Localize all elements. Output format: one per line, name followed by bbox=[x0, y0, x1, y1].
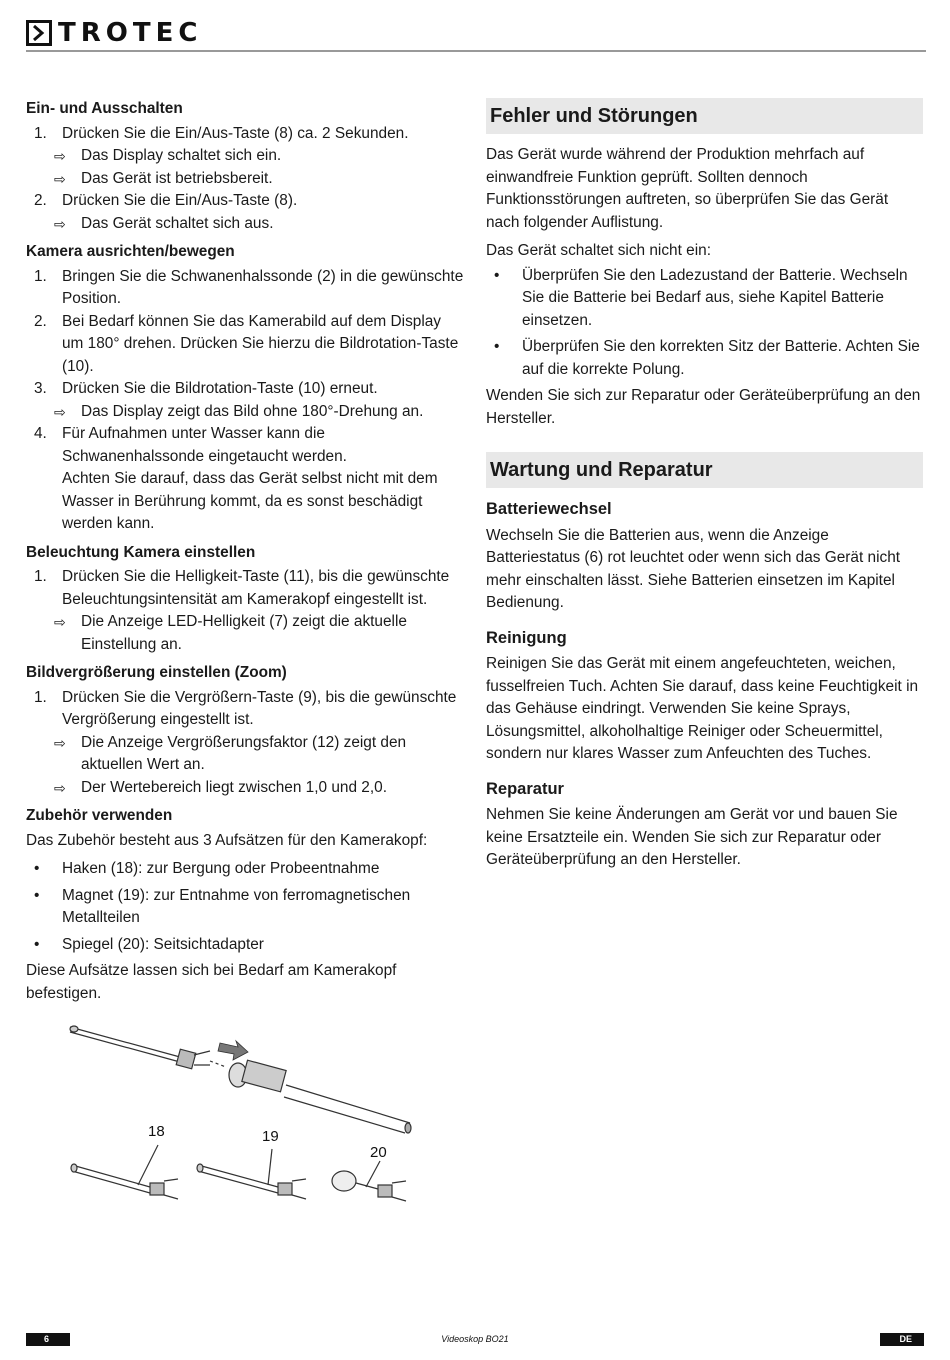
cleaning-text: Reinigen Sie das Gerät mit einem angefeuchteten, weichen, fusselfreien Tuch. Achten Sie darauf, dass keine Feuchtigkeit in das Gehäuse eindringt. Verwenden Sie keine Sprays, Lösungsmittel, alkoholhaltige Reiniger oder Scheuermittel, sondern nur klares Wasser zum Anfeuchten des Tuches. bbox=[486, 655, 919, 762]
list-item: 3. Drücken Sie die Bildrotation-Taste (10) erneut. bbox=[34, 380, 378, 397]
bullet-icon: • bbox=[34, 886, 40, 904]
result-item: ⇨ Das Gerät ist betriebsbereit. bbox=[26, 168, 466, 191]
subsection-title-cleaning: Reinigung bbox=[486, 628, 567, 647]
chevron-right-icon bbox=[26, 20, 52, 46]
subsection-title-battery: Batteriewechsel bbox=[486, 500, 612, 518]
mirror-accessory-illustration bbox=[332, 1161, 406, 1201]
bullet-item: • Spiegel (20): Seitsichtadapter bbox=[26, 934, 466, 957]
section-title-maintenance: Wartung und Reparatur bbox=[486, 452, 923, 488]
section-title-light: Beleuchtung Kamera einstellen bbox=[26, 543, 256, 561]
bullet-icon: • bbox=[34, 860, 40, 877]
page-number: 6 bbox=[44, 1334, 50, 1344]
list-item: 2. Drücken Sie die Ein/Aus-Taste (8). bbox=[34, 192, 298, 209]
right-column bbox=[486, 98, 923, 878]
result-arrow-icon: ⇨ bbox=[54, 403, 66, 420]
label-20: 20 bbox=[370, 1144, 387, 1161]
result-item: ⇨ Der Wertebereich liegt zwischen 1,0 und 2,0. bbox=[26, 777, 466, 800]
faults-contact: Wenden Sie sich zur Reparatur oder Geräteüberprüfung an den Hersteller. bbox=[486, 387, 921, 427]
accessory-outro: Diese Aufsätze lassen sich bei Bedarf am Kamerakopf befestigen. bbox=[26, 962, 397, 1002]
bullet-icon: • bbox=[34, 935, 40, 953]
label-19: 19 bbox=[262, 1128, 279, 1145]
result-arrow-icon: ⇨ bbox=[54, 734, 66, 751]
result-arrow-icon: ⇨ bbox=[54, 215, 66, 232]
probe-with-adapter-illustration bbox=[70, 1026, 411, 1133]
language-code: DE bbox=[899, 1334, 912, 1344]
list-item: 1. Bringen Sie die Schwanenhalssonde (2) in die gewünschte Position. bbox=[34, 267, 464, 307]
list-item: 4. Für Aufnahmen unter Wasser kann die Schwanenhalssonde eingetaucht werden. Achten Sie darauf, dass das Gerät selbst nicht mit dem Wasser in Berührung kommt, da es sonst beschädigt werden kann. bbox=[34, 425, 438, 532]
result-arrow-icon: ⇨ bbox=[54, 779, 66, 796]
list-item: 2. Bei Bedarf können Sie das Kamerabild auf dem Display um 180° drehen. Drücken Sie hierzu die Bildrotation-Taste (10). bbox=[34, 312, 459, 375]
result-item: ⇨ Das Display schaltet sich ein. bbox=[26, 145, 466, 168]
result-item: ⇨ Das Display zeigt das Bild ohne 180°-Drehung an. bbox=[26, 401, 466, 424]
trotec-logo bbox=[26, 18, 202, 48]
magnet-accessory-illustration bbox=[197, 1149, 306, 1199]
result-arrow-icon: ⇨ bbox=[54, 170, 66, 187]
subsection-title-repair: Reparatur bbox=[486, 779, 564, 798]
page-footer bbox=[26, 1333, 924, 1346]
faults-condition: Das Gerät schaltet sich nicht ein: bbox=[486, 242, 711, 259]
faults-intro: Das Gerät wurde während der Produktion mehrfach auf einwandfreie Funktion geprüft. Sollten dennoch Funktionsstörungen auftreten, so überprüfen Sie das Gerät nach folgender Auflistung. bbox=[486, 146, 889, 231]
result-arrow-icon: ⇨ bbox=[54, 148, 66, 164]
hook-accessory-illustration bbox=[71, 1145, 178, 1199]
model-name: Videoskop BO21 bbox=[70, 1333, 880, 1346]
bullet-item: • Überprüfen Sie den korrekten Sitz der Batterie. Achten Sie auf die korrekte Polung. bbox=[494, 338, 920, 378]
bullet-icon: • bbox=[494, 338, 500, 355]
section-title-zoom: Bildvergrößerung einstellen (Zoom) bbox=[26, 664, 287, 681]
list-item: 1. Drücken Sie die Ein/Aus-Taste (8) ca. 2 Sekunden. bbox=[34, 124, 409, 142]
left-column bbox=[26, 98, 466, 1011]
bullet-icon: • bbox=[494, 266, 500, 284]
result-item: ⇨ Die Anzeige LED-Helligkeit (7) zeigt die aktuelle Einstellung an. bbox=[54, 613, 407, 653]
accessory-illustration bbox=[60, 1015, 420, 1225]
brand-name: TROTEC bbox=[58, 18, 203, 48]
repair-text: Nehmen Sie keine Änderungen am Gerät vor und bauen Sie keine Ersatzteile ein. Wenden Sie sich zur Reparatur oder Geräteüberprüfung an den Hersteller. bbox=[486, 806, 898, 868]
section-title-faults: Fehler und Störungen bbox=[486, 98, 923, 134]
bullet-item: • Überprüfen Sie den Ladezustand der Batterie. Wechseln Sie die Batterie bei Bedarf aus, siehe Kapitel Batterie einsetzen. bbox=[494, 266, 908, 329]
result-item: ⇨ Das Gerät schaltet sich aus. bbox=[26, 213, 466, 236]
header-divider bbox=[26, 50, 926, 52]
section-title-accessory: Zubehör verwenden bbox=[26, 807, 173, 824]
battery-text: Wechseln Sie die Batterien aus, wenn die Anzeige Batteriestatus (6) rot leuchtet oder wenn sich das Gerät nicht mehr einschalten lässt. Siehe Batterien einsetzen im Kapitel Bedienung. bbox=[486, 526, 901, 611]
bullet-item: • Magnet (19): zur Entnahme von ferromagnetischen Metallteilen bbox=[34, 886, 411, 926]
list-item: 1. Drücken Sie die Helligkeit-Taste (11), bis die gewünschte Beleuchtungsintensität am Kamerakopf eingestellt ist. bbox=[34, 568, 450, 608]
bullet-item: • Haken (18): zur Bergung oder Probeentnahme bbox=[26, 858, 466, 881]
list-item: 1. Drücken Sie die Vergrößern-Taste (9), bis die gewünschte Vergrößerung eingestellt ist. bbox=[34, 688, 457, 728]
result-arrow-icon: ⇨ bbox=[54, 614, 66, 630]
section-title-camera: Kamera ausrichten/bewegen bbox=[26, 243, 235, 260]
result-item: ⇨ Die Anzeige Vergrößerungsfaktor (12) zeigt den aktuellen Wert an. bbox=[54, 733, 407, 773]
label-18: 18 bbox=[148, 1123, 165, 1140]
accessory-intro: Das Zubehör besteht aus 3 Aufsätzen für den Kamerakopf: bbox=[26, 831, 428, 849]
arrow-right-icon bbox=[218, 1041, 248, 1060]
page-header bbox=[26, 18, 926, 54]
section-title-onoff: Ein- und Ausschalten bbox=[26, 100, 183, 117]
